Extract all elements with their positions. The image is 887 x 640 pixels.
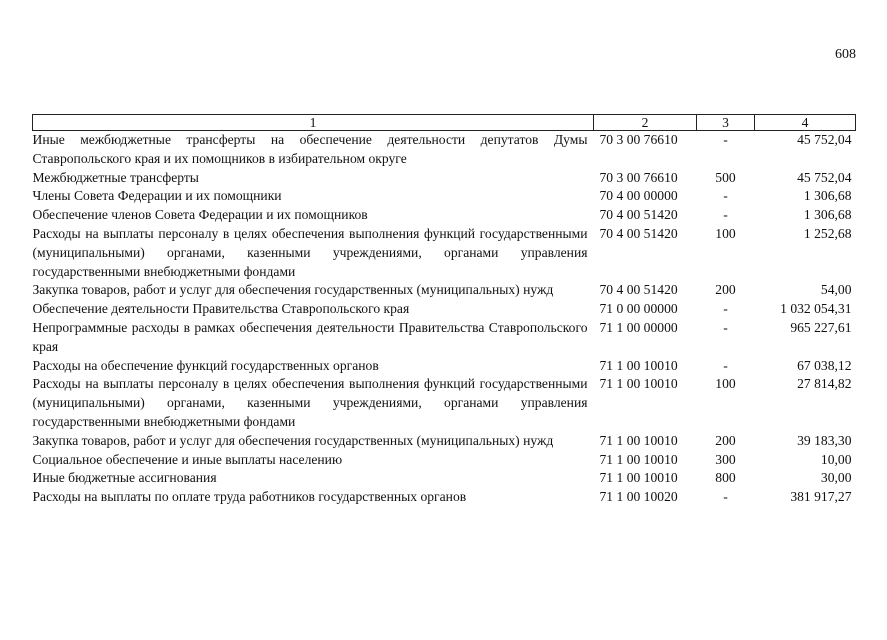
budget-table xyxy=(32,114,856,507)
table-row xyxy=(33,131,856,169)
row-name: Непрограммные расходы в рамках обеспечения деятельности Правительства Ставропольского края xyxy=(32,319,588,354)
row-amount: 1 306,68 xyxy=(803,188,852,204)
row-amount: 1 252,68 xyxy=(803,225,852,241)
row-code: 71 1 00 10020 xyxy=(599,489,678,505)
table-body xyxy=(33,131,856,507)
header-col-2: 2 xyxy=(594,115,697,131)
row-name: Межбюджетные трансферты xyxy=(32,169,199,185)
row-amount: 67 038,12 xyxy=(797,357,852,373)
row-expense-type: - xyxy=(723,357,728,373)
header-row xyxy=(33,115,856,131)
table-row xyxy=(33,169,856,188)
row-code: 71 1 00 10010 xyxy=(599,376,678,392)
row-amount: 54,00 xyxy=(820,282,852,298)
row-amount: 1 306,68 xyxy=(803,207,852,223)
row-code: 70 3 00 76610 xyxy=(599,169,678,185)
row-code: 71 1 00 10010 xyxy=(599,451,678,467)
table-row xyxy=(33,469,856,488)
table-row xyxy=(33,206,856,225)
row-name: Расходы на обеспечение функций государственных органов xyxy=(32,357,379,373)
row-amount: 381 917,27 xyxy=(790,489,852,505)
row-code: 71 1 00 10010 xyxy=(599,470,678,486)
page-number: 608 xyxy=(835,47,856,62)
header-col-4: 4 xyxy=(755,115,856,131)
row-code: 70 4 00 51420 xyxy=(599,207,678,223)
row-amount: 45 752,04 xyxy=(797,169,852,185)
row-code: 71 1 00 10010 xyxy=(599,432,678,448)
row-name: Закупка товаров, работ и услуг для обеспечения государственных (муниципальных) нужд xyxy=(32,432,554,448)
row-expense-type: 200 xyxy=(715,282,736,298)
row-expense-type: 500 xyxy=(715,169,736,185)
row-amount: 45 752,04 xyxy=(797,132,852,147)
row-name: Расходы на выплаты по оплате труда работников государственных органов xyxy=(32,489,467,505)
row-amount: 1 032 054,31 xyxy=(780,301,852,317)
row-amount: 10,00 xyxy=(820,451,852,467)
table-row xyxy=(33,357,856,376)
row-amount: 30,00 xyxy=(820,470,852,486)
row-expense-type: 100 xyxy=(715,225,736,241)
row-expense-type: 800 xyxy=(715,470,736,486)
row-amount: 39 183,30 xyxy=(797,432,852,448)
row-name: Расходы на выплаты персоналу в целях обеспечения выполнения функций государственными (муниципальными) органами, казенными учреждениями, органами управления государственными внебюджетными фондами xyxy=(32,376,588,429)
header-col-3: 3 xyxy=(697,115,755,131)
table-row xyxy=(33,300,856,319)
row-code: 71 1 00 10010 xyxy=(599,357,678,373)
table-row xyxy=(33,451,856,470)
row-name: Иные межбюджетные трансферты на обеспечение деятельности депутатов Думы Ставропольского края и их помощников в избирательном округе xyxy=(32,132,588,166)
row-name: Социальное обеспечение и иные выплаты населению xyxy=(32,451,343,467)
row-name: Члены Совета Федерации и их помощники xyxy=(32,188,282,204)
table-row xyxy=(33,187,856,206)
row-name: Обеспечение членов Совета Федерации и их помощников xyxy=(32,207,368,223)
row-name: Расходы на выплаты персоналу в целях обеспечения выполнения функций государственными (муниципальными) органами, казенными учреждениями, органами управления государственными внебюджетными фондами xyxy=(32,225,588,279)
row-name: Обеспечение деятельности Правительства Ставропольского края xyxy=(32,301,410,317)
table-row xyxy=(33,281,856,300)
row-code: 71 0 00 00000 xyxy=(599,301,678,317)
row-code: 70 3 00 76610 xyxy=(599,132,678,147)
table-row xyxy=(33,488,856,507)
row-code: 70 4 00 51420 xyxy=(599,225,678,241)
header-col-1: 1 xyxy=(33,115,594,131)
row-expense-type: - xyxy=(723,301,728,317)
row-code: 71 1 00 00000 xyxy=(599,319,678,335)
table-row xyxy=(33,375,856,431)
row-expense-type: 300 xyxy=(715,451,736,467)
row-name: Закупка товаров, работ и услуг для обеспечения государственных (муниципальных) нужд xyxy=(32,282,554,298)
row-expense-type: - xyxy=(723,319,728,335)
row-expense-type: 200 xyxy=(715,432,736,448)
table-row xyxy=(33,319,856,357)
row-code: 70 4 00 00000 xyxy=(599,188,678,204)
table-header xyxy=(33,115,856,131)
row-code: 70 4 00 51420 xyxy=(599,282,678,298)
row-expense-type: - xyxy=(723,132,728,147)
row-expense-type: - xyxy=(723,188,728,204)
table-row xyxy=(33,432,856,451)
row-amount: 27 814,82 xyxy=(797,376,852,392)
table-row xyxy=(33,225,856,281)
row-amount: 965 227,61 xyxy=(790,319,852,335)
row-expense-type: - xyxy=(723,207,728,223)
row-expense-type: 100 xyxy=(715,376,736,392)
row-name: Иные бюджетные ассигнования xyxy=(32,470,217,486)
row-expense-type: - xyxy=(723,489,728,505)
